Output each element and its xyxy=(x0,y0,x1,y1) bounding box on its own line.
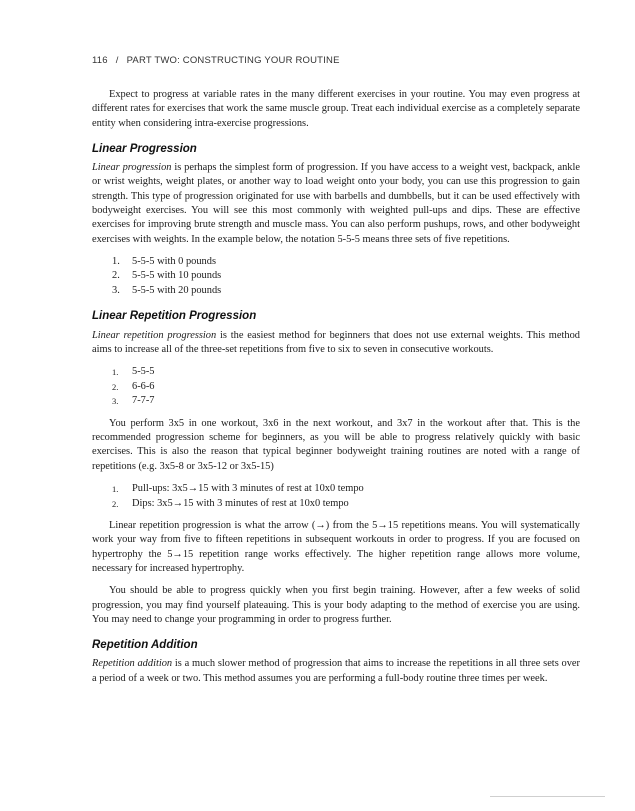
list-number: 3. xyxy=(112,396,119,407)
linear-repetition-paragraph xyxy=(92,329,580,358)
list-item xyxy=(92,380,580,395)
linear-progression-text: is perhaps the simplest form of progression. If you have access to a weight vest, backpack, ankle or wrist weights, weight plates, or another way to load weight onto your body, you can use this progression to gain strength. This type of progression originated for use with barbells and dumbbells, but it can be used effectively with bodyweight exercises. You will see this most commonly with weighted pull-ups and dips. These are effective exercises for improving brute strength and muscle mass. You can also perform pushups, rows, and other bodyweight exercises with weights. In the example below, the notation 5-5-5 means three sets of five repetitions. xyxy=(92,162,581,245)
list-text: 6-6-6 xyxy=(132,380,155,392)
list-text: 5-5-5 with 10 pounds xyxy=(132,270,222,282)
heading-linear-repetition-progression: Linear Repetition Progression xyxy=(92,310,257,323)
header-separator: / xyxy=(115,55,119,66)
list-item xyxy=(92,269,580,284)
list-number: 3. xyxy=(112,284,120,296)
heading-linear-progression: Linear Progression xyxy=(92,142,197,155)
arrow-explanation-paragraph: Linear repetition progression is what the arrow (→) from the 5→15 repetitions means. You will systematically work your way from five to fifteen repetitions in subsequent workouts in order to progress. If you are focused on hypertrophy the 5→15 repetition range works effectively. The higher repetition range allows more volume, necessary for increased hypertrophy. xyxy=(92,520,580,574)
list-text: 5-5-5 with 0 pounds xyxy=(132,255,216,267)
plateau-paragraph: You should be able to progress quickly when you first begin training. However, after a few weeks of solid progression, you may find yourself plateauing. This is your body adapting to the method of exercise you are using. You may need to change your programming in order to progress further. xyxy=(92,585,580,625)
list-text: 5-5-5 with 20 pounds xyxy=(132,284,222,296)
scan-edge-line xyxy=(490,796,605,797)
term-repetition-addition: Repetition addition xyxy=(92,658,173,670)
linear-progression-list xyxy=(92,255,580,299)
list-number: 1. xyxy=(112,255,120,267)
list-number: 1. xyxy=(112,367,119,378)
rep-range-paragraph: You perform 3x5 in one workout, 3x6 in the next workout, and 3x7 in the workout after that. This is the recommended progression scheme for beginners, as you will be able to progress relatively quickly with basic exercises. This is also the reason that typical beginner bodyweight training routines are noted with a range of repetitions (e.g. 3x5-8 or 3x5-12 or 3x5-15) xyxy=(92,417,580,472)
list-text: Pull-ups: 3x5→15 with 3 minutes of rest at 10x0 tempo xyxy=(132,483,364,495)
list-item xyxy=(92,394,580,409)
linear-repetition-text: is the easiest method for beginners that does not use external weights. This method aims to increase all of the three-set repetitions from five to six to seven in consecutive workouts. xyxy=(92,329,580,356)
linear-progression-paragraph xyxy=(92,161,580,247)
list-item xyxy=(92,497,580,512)
list-text: Dips: 3x5→15 with 3 minutes of rest at 10x0 tempo xyxy=(132,497,349,509)
list-number: 2. xyxy=(112,498,119,509)
list-text: 5-5-5 xyxy=(132,366,155,378)
list-number: 2. xyxy=(112,270,120,282)
term-linear-progression: Linear progression xyxy=(92,162,172,174)
page-body xyxy=(92,88,580,694)
list-item xyxy=(92,482,580,497)
repetition-addition-text: is a much slower method of progression that aims to increase the repetitions in all three sets over a period of a week or two. This method assumes you are performing a full-body routine three times per week. xyxy=(92,658,580,684)
list-number: 2. xyxy=(112,381,119,392)
page-number: 116 xyxy=(92,55,108,66)
example-routine-list xyxy=(92,482,580,511)
heading-repetition-addition: Repetition Addition xyxy=(92,639,198,652)
list-item xyxy=(92,255,580,270)
section-title: PART TWO: CONSTRUCTING YOUR ROUTINE xyxy=(126,55,340,66)
intro-paragraph: Expect to progress at variable rates in the many different exercises in your routine. You may even progress at different rates for exercises that work the same muscle group. Treat each individual exercise as a completely separate entity when considering intra-exercise progressions. xyxy=(92,89,580,129)
list-item xyxy=(92,365,580,380)
list-text: 7-7-7 xyxy=(132,395,155,407)
list-number: 1. xyxy=(112,484,119,495)
repetition-addition-paragraph xyxy=(92,657,580,686)
term-linear-repetition-progression: Linear repetition progression xyxy=(92,329,217,341)
list-item xyxy=(92,284,580,299)
running-header xyxy=(92,55,340,66)
linear-repetition-list xyxy=(92,365,580,409)
